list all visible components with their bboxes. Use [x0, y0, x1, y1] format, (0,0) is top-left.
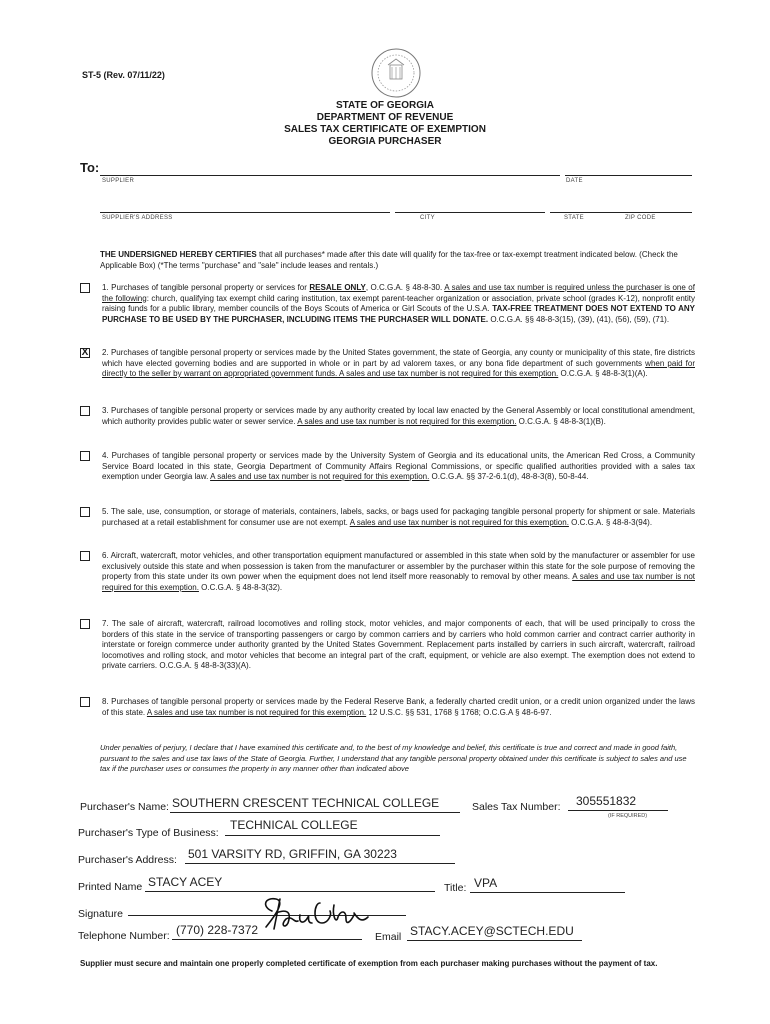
telephone-value[interactable]: (770) 228-7372 — [176, 923, 259, 937]
business-type-line — [225, 835, 440, 836]
item-3-note: A sales and use tax number is not required for this exemption. — [297, 416, 517, 426]
header-state: STATE OF GEORGIA — [336, 100, 434, 111]
checkbox-6[interactable] — [80, 551, 90, 561]
signature-image[interactable] — [258, 893, 373, 935]
item-3-text: 3. Purchases of tangible personal property or services made by any authority created by local law enacted by the General Assembly or local constitutional amendment, which authority provides public water or sewer service. — [102, 406, 695, 426]
purchaser-name-value[interactable]: SOUTHERN CRESCENT TECHNICAL COLLEGE — [172, 796, 440, 810]
item-8-text: 8. Purchases of tangible personal property or services made by the Federal Reserve Bank, a federally charted credit union, or a credit union organized under the laws of this state. — [102, 697, 695, 717]
sales-tax-number-label: Sales Tax Number: — [472, 801, 561, 813]
item-4-text: 4. Purchases of tangible personal property or services made by the University System of Georgia and its educational units, the American Red Cross, a Community Service Board located in this state, Georgia Department of Community Affairs Regional Commissions, or specific qualified authorities provided with a sales tax exemption under Georgia law. — [102, 451, 695, 481]
title-label: Title: — [444, 882, 467, 894]
city-caption: CITY — [420, 215, 435, 221]
purchaser-name-label: Purchaser's Name: — [80, 801, 169, 813]
supplier-caption: SUPPLIER — [102, 178, 135, 184]
item-1-text: 1. Purchases of tangible personal property or services for — [102, 283, 310, 292]
state-seal-icon — [370, 47, 422, 99]
item-8-code: 12 U.S.C. §§ 531, 1768 § 1768; O.C.G.A § 48-6-97. — [366, 707, 552, 717]
exemption-item-8 — [80, 697, 695, 718]
supplier-field[interactable] — [100, 175, 560, 176]
item-1-resale: RESALE ONLY — [309, 283, 366, 292]
item-6-code: O.C.G.A. § 48-8-3(32). — [198, 582, 283, 592]
date-caption: DATE — [566, 178, 583, 184]
exemption-item-1 — [80, 283, 695, 325]
state-caption: STATE — [564, 215, 584, 221]
printed-name-label: Printed Name — [78, 881, 143, 893]
purchaser-address-line — [185, 863, 455, 864]
item-4-note: A sales and use tax number is not required for this exemption. — [210, 472, 430, 481]
item-2-code: O.C.G.A. § 48-8-3(1)(A). — [558, 369, 648, 378]
exemption-item-3 — [80, 406, 695, 427]
zip-caption: ZIP CODE — [625, 215, 656, 221]
sales-tax-number-line — [568, 810, 668, 811]
exemption-item-4 — [80, 451, 695, 483]
checkbox-3[interactable] — [80, 406, 90, 416]
telephone-label: Telephone Number: — [78, 930, 170, 942]
telephone-line — [172, 939, 362, 940]
certify-bold: THE UNDERSIGNED HEREBY CERTIFIES — [100, 250, 257, 259]
exemption-item-2 — [80, 348, 695, 380]
item-6-note: A sales and use tax number is not required for this exemption. — [102, 572, 695, 592]
checkbox-1[interactable] — [80, 283, 90, 293]
item-5-text: 5. The sale, use, consumption, or storage of materials, containers, labels, sacks, or bags used for packaging tangible personal property for shipment or sale. Materials purchased at a retail establishment for consumer use are not exempt. — [102, 507, 695, 527]
item-5-note: A sales and use tax number is not required for this exemption. — [349, 517, 569, 527]
supplier-address-field[interactable] — [100, 212, 390, 213]
to-label: To: — [80, 160, 100, 175]
title-value[interactable]: VPA — [474, 876, 498, 890]
header-department: DEPARTMENT OF REVENUE — [316, 112, 454, 123]
perjury-declaration: Under penalties of perjury, I declare that I have examined this certificate and, to the best of my knowledge and belief, this certificate is true and correct and made in good faith, pursuant to the sales and use tax laws of the State of Georgia. Further, I understand that any tangible personal property obtained under this certificate is subject to sales and use tax if the purchaser uses or consumes the property in any manner other than indicated above — [100, 743, 687, 773]
date-field[interactable] — [565, 175, 692, 176]
item-1-note: A sales and use tax number is required unless the purchaser is one of the following — [102, 283, 695, 303]
item-2-note: when paid for directly to the seller by warrant on appropriated government funds. A sales and use tax number is not required for this exemption. — [102, 358, 695, 378]
city-field[interactable] — [395, 212, 545, 213]
purchaser-name-line — [170, 812, 460, 813]
supplier-address-caption: SUPPLIER'S ADDRESS — [102, 215, 173, 221]
item-3-code: O.C.G.A. § 48-8-3(1)(B). — [516, 416, 606, 426]
item-1-codes: O.C.G.A. §§ 48-8-3(15), (39), (41), (56), (59), (71). — [488, 314, 670, 324]
email-line — [407, 940, 582, 941]
checkbox-7[interactable] — [80, 619, 90, 629]
item-1-code: , O.C.G.A. § 48-8-30. — [365, 283, 445, 292]
email-value[interactable]: STACY.ACEY@SCTECH.EDU — [410, 924, 574, 938]
printed-name-line — [145, 891, 435, 892]
email-label: Email — [375, 931, 402, 943]
printed-name-value[interactable]: STACY ACEY — [148, 875, 223, 889]
business-type-label: Purchaser's Type of Business: — [78, 827, 219, 839]
state-zip-field[interactable] — [550, 212, 692, 213]
form-header — [0, 100, 770, 148]
header-purchaser-type: GEORGIA PURCHASER — [328, 136, 442, 147]
sales-tax-number-value[interactable]: 305551832 — [576, 794, 637, 808]
exemption-item-7 — [80, 619, 695, 672]
certify-text: that all purchases* made after this date will qualify for the tax-free or tax-exempt treatment indicated below. (Check the Applicable Box) (*The terms "purchase" and "sale" include leases and rentals.) — [100, 250, 678, 270]
item-4-code: O.C.G.A. §§ 37-2-6.1(d), 48-8-3(8), 50-8-44. — [429, 472, 589, 481]
item-1-warning: TAX-FREE TREATMENT DOES NOT EXTEND TO ANY PURCHASE TO BE USED BY THE PURCHASER, INCLUDING ITEMS THE PURCHASER WILL DONATE. — [102, 304, 695, 324]
certify-statement — [100, 249, 700, 271]
tax-number-caption: (IF REQUIRED) — [608, 813, 648, 819]
item-2-text: 2. Purchases of tangible personal property or services made by the United States government, the state of Georgia, any county or municipality of this state, fire districts which have elected governing bodies and are supported in whole or in part by ad valorem taxes, or any bona fide department of such governments — [102, 348, 695, 368]
exemption-item-5 — [80, 507, 695, 528]
signature-label: Signature — [78, 908, 123, 920]
title-line — [470, 892, 625, 893]
checkbox-4[interactable] — [80, 451, 90, 461]
checkbox-2[interactable]: X — [81, 347, 89, 358]
item-8-note: A sales and use tax number is not required for this exemption. — [146, 707, 367, 717]
checkbox-8[interactable] — [80, 697, 90, 707]
item-5-code: O.C.G.A. § 48-8-3(94). — [568, 517, 653, 527]
checkbox-5[interactable] — [80, 507, 90, 517]
purchaser-address-value[interactable]: 501 VARSITY RD, GRIFFIN, GA 30223 — [188, 847, 397, 861]
header-certificate-title: SALES TAX CERTIFICATE OF EXEMPTION — [284, 124, 486, 135]
exemption-item-6 — [80, 551, 695, 593]
business-type-value[interactable]: TECHNICAL COLLEGE — [230, 818, 358, 832]
supplier-instruction: Supplier must secure and maintain one properly completed certificate of exemption from each purchaser making purchases without the payment of tax. — [80, 959, 658, 968]
item-1-list: : church, qualifying tax exempt child caring institution, tax exempt parent-teacher organization or association, private school (grades K-12), nonprofit entity raising funds for a public library, member councils of the Boys Scouts of America or Girl Scouts of the U.S.A. — [102, 293, 695, 313]
form-id: ST-5 (Rev. 07/11/22) — [82, 70, 165, 80]
item-7-text: 7. The sale of aircraft, watercraft, railroad locomotives and rolling stock, motor vehicles, and major components of each, that will be used principally to cross the borders of this state in the service of transporting passengers or cargo by common carriers and by carriers who hold common carrier and contract carrier authority in interstate or foreign commerce under authority granted by the United States Government. Replacement parts installed by carriers in such aircraft, watercraft, railroad locomotives and rolling stock, and motor vehicles that become an integral part of the craft, equipment, or vehicle are also exempt. The exemption does not extend to private carriers. O.C.G.A. § 48-8-3(33)(A). — [102, 619, 695, 670]
purchaser-address-label: Purchaser's Address: — [78, 854, 177, 866]
item-6-text: 6. Aircraft, watercraft, motor vehicles, and other transportation equipment manufactured or assembled in this state when sold by the manufacturer or assembler for use exclusively outside this state and when possession is taken from the manufacturer or assembler by the purchaser within this state for the sole purpose of removing the property from this state under its own power when the equipment does not lend itself more reasonably to removal by other means. — [102, 551, 695, 581]
